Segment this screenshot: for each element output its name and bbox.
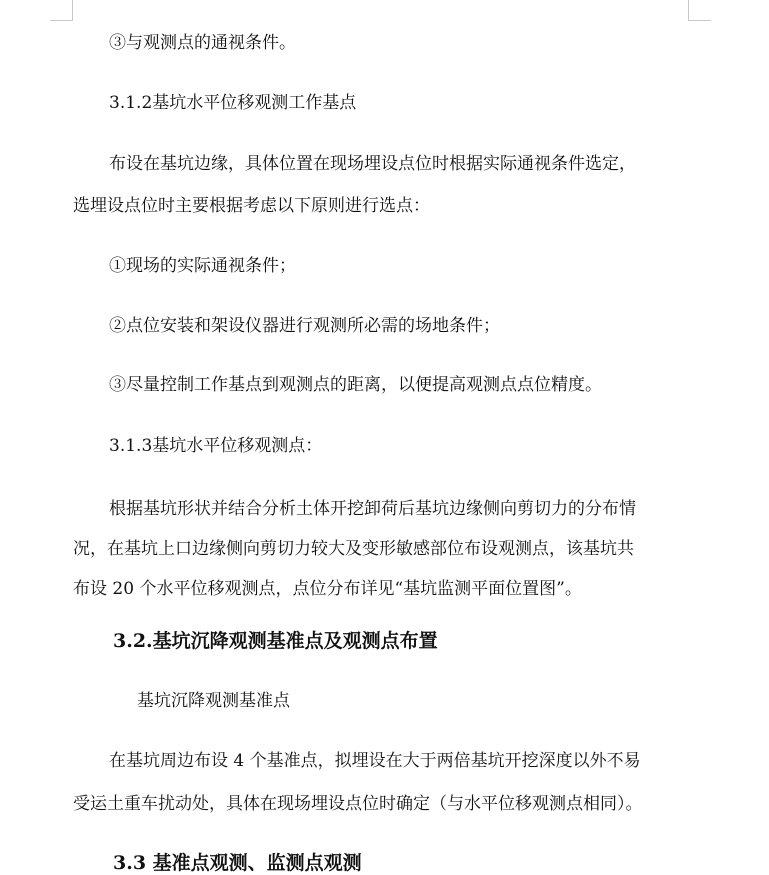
item-3-distance-control: ③尽量控制工作基点到观测点的距离，以便提高观测点点位精度。	[109, 375, 602, 395]
paragraph-observation-points-line-2: 况，在基坑上口边缘侧向剪切力较大及变形敏感部位布设观测点，该基坑共	[73, 539, 634, 559]
section-3-3-heading: 3.3 基准点观测、监测点观测	[113, 852, 362, 874]
page-corner-mark-right	[688, 0, 711, 21]
paragraph-observation-points-line-1: 根据基坑形状并结合分析土体开挖卸荷后基坑边缘侧向剪切力的分布情	[109, 499, 636, 519]
item-2-site-conditions: ②点位安装和架设仪器进行观测所必需的场地条件；	[109, 316, 500, 336]
item-3-visibility: ③与观测点的通视条件。	[109, 33, 296, 53]
paragraph-workpoint-line-1: 布设在基坑边缘，具体位置在现场埋设点位时根据实际通视条件选定，	[109, 154, 636, 174]
settlement-benchmark-subtitle: 基坑沉降观测基准点	[137, 691, 290, 711]
page-corner-mark-left	[50, 0, 73, 21]
subsection-3-1-3-title: 3.1.3基坑水平位移观测点：	[109, 436, 323, 456]
paragraph-benchmark-line-1: 在基坑周边布设 4 个基准点，拟埋设在大于两倍基坑开挖深度以外不易	[109, 751, 641, 771]
section-3-2-heading: 3.2.基坑沉降观测基准点及观测点布置	[113, 630, 438, 652]
paragraph-benchmark-line-2: 受运土重车扰动处，具体在现场埋设点位时确定（与水平位移观测点相同）。	[73, 794, 643, 814]
subsection-3-1-2-title: 3.1.2基坑水平位移观测工作基点	[109, 93, 357, 113]
paragraph-workpoint-line-2: 选埋设点位时主要根据考虑以下原则进行选点：	[73, 196, 430, 216]
paragraph-observation-points-line-3: 布设 20 个水平位移观测点，点位分布详见“基坑监测平面位置图”。	[73, 579, 582, 599]
item-1-site-visibility: ①现场的实际通视条件；	[109, 256, 296, 276]
